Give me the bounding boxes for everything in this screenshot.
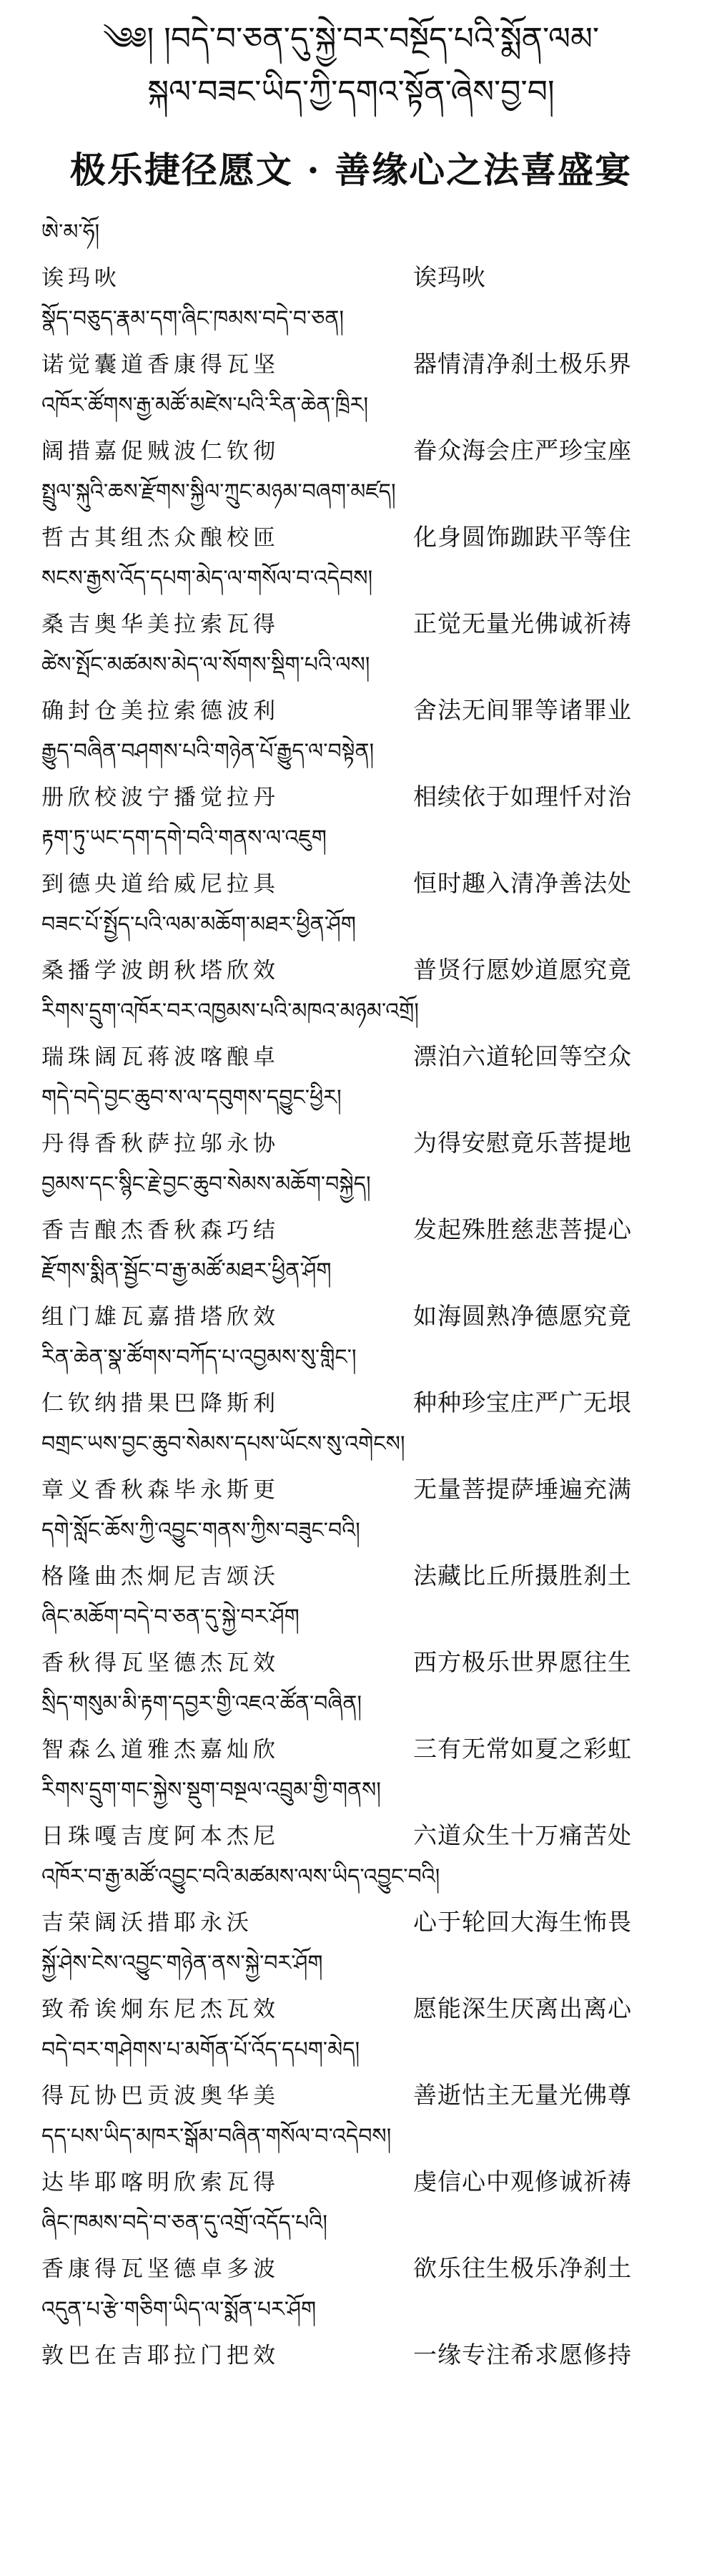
transliteration-text: 日珠嘎吉度阿本杰尼 (41, 1823, 280, 1849)
translation-text: 发起殊胜慈悲菩提心 (413, 1215, 632, 1243)
translation-text: 如海圆熟净德愿究竟 (413, 1302, 632, 1330)
tibetan-verse-line: རིགས་དྲུག་གང་སྐྱེས་སྡུག་བསྔལ་འབྲུམ་གྱི་གནས། (41, 1778, 381, 1803)
transliteration-text: 达毕耶喀明欣索瓦得 (41, 2170, 280, 2195)
translation-text: 无量菩提萨埵遍充满 (413, 1475, 632, 1503)
verse-block (41, 1856, 685, 1943)
document-header (0, 0, 702, 193)
verse-block (41, 645, 685, 731)
transliteration-text: 桑播学波朗秋塔欣效 (41, 958, 280, 984)
verse-block (41, 2116, 685, 2203)
tibetan-verse-line: ཞིང་མཆོག་བདེ་བ་ཅན་དུ་སྐྱེ་བར་ཤོག (41, 1605, 300, 1630)
verse-block (41, 904, 685, 991)
tibetan-verse-line: བྱམས་དང་སྙིང་རྗེ་བྱང་ཆུབ་སེམས་མཆོག་བསྐྱེད། (41, 1172, 371, 1197)
chinese-verse-row (41, 426, 685, 471)
tibetan-verse-line: དགེ་སློང་ཆོས་ཀྱི་འབྱུང་གནས་ཀྱིས་བཟུང་བའི། (41, 1518, 360, 1543)
translation-text: 欲乐往生极乐净刹土 (413, 2254, 632, 2282)
verse-block (41, 471, 685, 558)
translation-text: 正觉无量光佛诚祈祷 (413, 609, 632, 637)
tibetan-verse-line: འདུན་པ་རྩེ་གཅིག་ཡིད་ལ་སྨོན་པར་ཤོག (41, 2297, 317, 2322)
tibetan-verse-line: ཞིང་ཁམས་བདེ་བ་ཅན་དུ་འགྲོ་འདོད་པའི། (41, 2210, 327, 2235)
chinese-verse-row (41, 1119, 685, 1164)
chinese-verse-row (41, 2331, 685, 2376)
translation-text: 诶玛吙 (413, 263, 486, 291)
verse-block (41, 298, 685, 385)
chinese-verse-row (41, 1032, 685, 1077)
verse-block (41, 1250, 685, 1337)
translation-text: 眷众海会庄严珍宝座 (413, 436, 632, 464)
translation-text: 种种珍宝庄严广无垠 (413, 1389, 632, 1416)
verse-block (41, 1597, 685, 1683)
tibetan-title-line-2: སྐལ་བཟང་ཡིད་ཀྱི་དགའ་སྟོན་ཞེས་བྱ་བ། (147, 74, 555, 110)
translation-text: 三有无常如夏之彩虹 (413, 1735, 632, 1763)
transliteration-text: 致希诶炯东尼杰瓦效 (41, 1997, 280, 2022)
transliteration-text: 丹得香秋萨拉邬永协 (41, 1131, 280, 1157)
verse-list (41, 212, 685, 2376)
transliteration-text: 吉荣阔沃措耶永沃 (41, 1910, 253, 1936)
chinese-verse-row (41, 946, 685, 991)
tibetan-verse-line: བཟང་པོ་སྤྱོད་པའི་ལམ་མཆོག་མཐར་ཕྱིན་ཤོག (41, 912, 356, 937)
tibetan-verse-line: སྣོད་བཅུད་རྣམ་དག་ཞིང་ཁམས་བདེ་བ་ཅན། (41, 306, 345, 331)
chinese-verse-row (41, 1984, 685, 2029)
verse-block (41, 212, 685, 298)
translation-text: 法藏比丘所摄胜刹土 (413, 1562, 632, 1590)
tibetan-title-line-1: ༄༅། །བདེ་བ་ཅན་དུ་སྐྱེ་བར་བསྔོད་པའི་སྨོན་ལམ་ (102, 21, 600, 57)
verse-block (41, 1077, 685, 1164)
tibetan-verse-line: འཁོར་ཚོགས་རྒྱ་མཚོ་མཛེས་པའི་རིན་ཆེན་ཁྲིར། (41, 393, 369, 418)
tibetan-verse-line: ཚེས་སྤོང་མཚམས་མེད་ལ་སོགས་སྡིག་པའི་ལས། (41, 652, 370, 677)
verse-block (41, 1683, 685, 1770)
transliteration-text: 仁钦纳措果巴降斯利 (41, 1391, 280, 1416)
tibetan-verse-line: འཁོར་བ་རྒྱ་མཚོ་འབྱུང་བའི་མཚམས་ལས་ཡིད་འབྱུང་བའི། (41, 1864, 440, 1889)
transliteration-text: 香秋得瓦坚德杰瓦效 (41, 1650, 280, 1676)
chinese-verse-row (41, 1292, 685, 1337)
tibetan-verse-line: སྐྱོ་ཤེས་ངེས་འབྱུང་གཉེན་ནས་སྐྱེ་བར་ཤོག (41, 1951, 323, 1976)
translation-text: 化身圆饰跏趺平等住 (413, 523, 632, 551)
chinese-verse-row (41, 1638, 685, 1683)
transliteration-text: 诶玛吙 (41, 265, 121, 291)
chinese-verse-row (41, 513, 685, 558)
verse-block (41, 1510, 685, 1597)
translation-text: 西方极乐世界愿往生 (413, 1648, 632, 1676)
verse-block (41, 731, 685, 818)
chinese-verse-row (41, 1552, 685, 1597)
transliteration-text: 智森么道雅杰嘉灿欣 (41, 1737, 280, 1763)
verse-block (41, 558, 685, 645)
translation-text: 善逝怙主无量光佛尊 (413, 2081, 632, 2109)
tibetan-verse-line: སྲིད་གསུམ་མི་རྟག་དབྱར་གྱི་འཇའ་ཚོན་བཞིན། (41, 1691, 362, 1716)
translation-text: 一缘专注希求愿修持 (413, 2341, 632, 2369)
chinese-verse-row (41, 1898, 685, 1943)
tibetan-verse-line: བགྲང་ཡས་བྱང་ཆུབ་སེམས་དཔས་ཡོངས་སུ་འགེངས། (41, 1431, 405, 1456)
transliteration-text: 桑吉奥华美拉索瓦得 (41, 612, 280, 637)
chinese-verse-row (41, 1725, 685, 1770)
transliteration-text: 香吉酿杰香秋森巧结 (41, 1218, 280, 1243)
verse-block (41, 818, 685, 904)
chinese-verse-row (41, 2158, 685, 2203)
verse-block (41, 1943, 685, 2029)
chinese-verse-row (41, 773, 685, 818)
chinese-verse-row (41, 686, 685, 731)
chinese-verse-row (41, 859, 685, 904)
translation-text: 恒时趣入清净善法处 (413, 869, 632, 897)
translation-text: 相续依于如理忏对治 (413, 783, 632, 810)
tibetan-verse-line: སྤྲུལ་སྐུའི་ཆས་རྫོགས་སྐྱིལ་ཀྲུང་མཉམ་བཞག་མཛད། (41, 479, 396, 504)
transliteration-text: 确封仓美拉索德波利 (41, 698, 280, 724)
chinese-verse-row (41, 1465, 685, 1510)
tibetan-verse-line: དད་པས་ཡིད་མཁར་སྒོམ་བཞིན་གསོལ་བ་འདེབས། (41, 2124, 392, 2149)
chinese-title: 极乐捷径愿文 · 善缘心之法喜盛宴 (69, 149, 633, 191)
chinese-verse-row (41, 1811, 685, 1856)
verse-block (41, 1164, 685, 1250)
verse-block (41, 991, 685, 1077)
chinese-verse-row (41, 2244, 685, 2289)
transliteration-text: 到德央道给威尼拉具 (41, 871, 280, 897)
translation-text: 器情清净刹土极乐界 (413, 350, 632, 378)
transliteration-text: 香康得瓦坚德卓多波 (41, 2256, 280, 2282)
transliteration-text: 章义香秋森毕永斯更 (41, 1477, 280, 1503)
tibetan-verse-line: རྟག་ཏུ་ཡང་དག་དགེ་བའི་གནས་ལ་འཇུག (41, 826, 327, 851)
verse-block (41, 2029, 685, 2116)
verse-block (41, 1770, 685, 1856)
transliteration-text: 阔措嘉促贼波仁钦彻 (41, 439, 280, 464)
transliteration-text: 册欣校波宁播觉拉丹 (41, 785, 280, 810)
verse-block (41, 2203, 685, 2289)
transliteration-text: 格隆曲杰炯尼吉颂沃 (41, 1564, 280, 1590)
tibetan-verse-line: གདེ་བདེ་བྱང་ཆུབ་ས་ལ་དབུགས་དབྱུང་ཕྱིར། (41, 1085, 342, 1110)
verse-block (41, 385, 685, 471)
transliteration-text: 瑞珠阔瓦蒋波喀酿卓 (41, 1044, 280, 1070)
tibetan-verse-line: རྫོགས་སྨིན་སྦྱོང་བ་རྒྱ་མཚོ་མཐར་ཕྱིན་ཤོག (41, 1258, 332, 1283)
verse-block (41, 2289, 685, 2376)
chinese-verse-row (41, 599, 685, 645)
tibetan-verse-line: རིན་ཆེན་སྣ་ཚོགས་བཀོད་པ་འབྱམས་སུ་གླིང་། (41, 1345, 357, 1370)
translation-text: 虔信心中观修诚祈祷 (413, 2168, 632, 2195)
chinese-verse-row (41, 1205, 685, 1250)
verse-block (41, 1424, 685, 1510)
transliteration-text: 诺觉囊道香康得瓦坚 (41, 352, 280, 378)
tibetan-verse-line: རིགས་དྲུག་འཁོར་བར་འཁྱམས་པའི་མཁའ་མཉམ་འགྲོ། (41, 999, 419, 1024)
chinese-verse-row (41, 2071, 685, 2116)
chinese-verse-row (41, 1378, 685, 1424)
transliteration-text: 敦巴在吉耶拉门把效 (41, 2343, 280, 2369)
translation-text: 舍法无间罪等诸罪业 (413, 696, 632, 724)
translation-text: 普贤行愿妙道愿究竟 (413, 956, 632, 984)
translation-text: 六道众生十万痛苦处 (413, 1821, 632, 1849)
translation-text: 愿能深生厌离出离心 (413, 1994, 632, 2022)
transliteration-text: 组门雄瓦嘉措塔欣效 (41, 1304, 280, 1330)
verse-block (41, 1337, 685, 1424)
tibetan-verse-line: ཨེ་མ་ཧོ། (41, 220, 100, 245)
tibetan-verse-line: སངས་རྒྱས་འོད་དཔག་མེད་ལ་གསོལ་བ་འདེབས། (41, 566, 373, 591)
transliteration-text: 得瓦协巴贡波奥华美 (41, 2083, 280, 2109)
chinese-verse-row (41, 340, 685, 385)
chinese-verse-row (41, 253, 685, 298)
translation-text: 漂泊六道轮回等空众 (413, 1042, 632, 1070)
translation-text: 心于轮回大海生怖畏 (413, 1908, 632, 1936)
tibetan-verse-line: བདེ་བར་གཤེགས་པ་མགོན་པོ་འོད་དཔག་མེད། (41, 2037, 360, 2062)
transliteration-text: 哲古其组杰众酿校匝 (41, 525, 280, 551)
tibetan-verse-line: རྒྱུད་བཞིན་བཤགས་པའི་གཉེན་པོ་རྒྱུད་ལ་བསྟེན། (41, 739, 375, 764)
translation-text: 为得安慰竟乐菩提地 (413, 1129, 632, 1157)
